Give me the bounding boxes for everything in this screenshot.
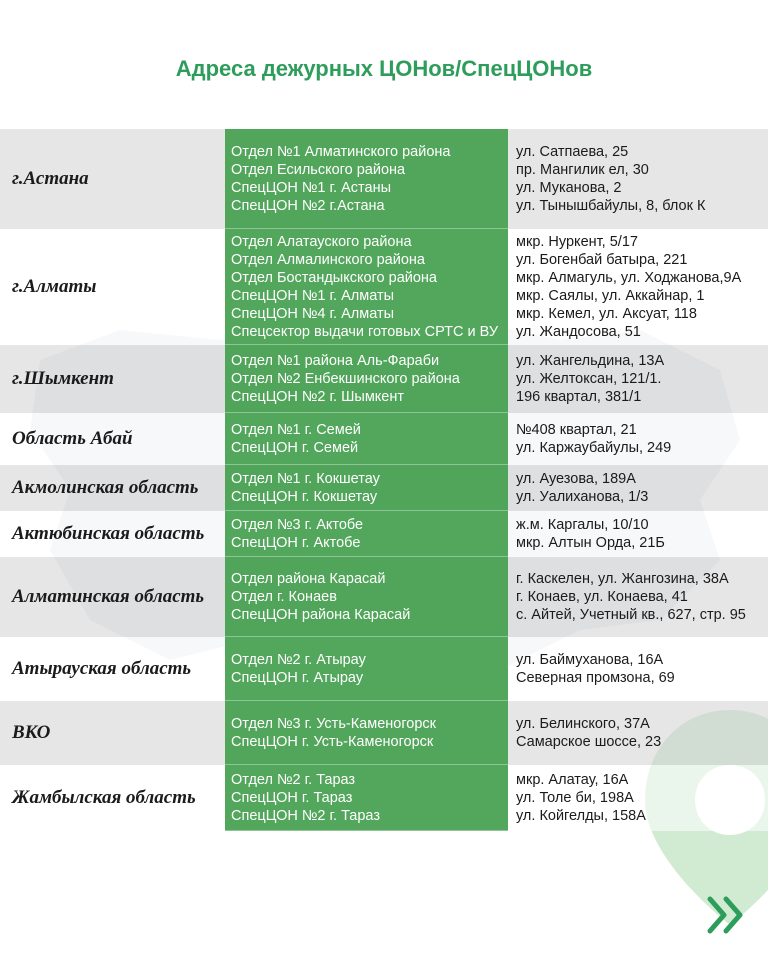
offices-cell	[225, 701, 508, 765]
office-name: Отдел №3 г. Актобе	[231, 516, 364, 533]
office-name: СпецЦОН №1 г. Астаны	[231, 179, 391, 196]
address: Северная промзона, 69	[516, 670, 675, 686]
addresses-cell	[508, 413, 768, 465]
offices-cell	[225, 129, 508, 229]
address: ж.м. Каргалы, 10/10	[516, 517, 649, 533]
address: ул. Уалиханова, 1/3	[516, 489, 649, 505]
table-row	[0, 511, 768, 557]
address: ул. Сатпаева, 25	[516, 144, 629, 160]
office-name: СпецЦОН г. Актобе	[231, 534, 361, 551]
office-name: СпецЦОН г. Атырау	[231, 669, 364, 686]
address: 196 квартал, 381/1	[516, 389, 642, 405]
office-name: Спецсектор выдачи готовых СРТС и ВУ	[231, 323, 499, 340]
address: ул. Муканова, 2	[516, 180, 622, 196]
address: ул. Жангельдина, 13А	[516, 353, 665, 369]
address: мкр. Кемел, ул. Аксуат, 118	[516, 306, 697, 322]
office-name: Отдел района Карасай	[231, 570, 386, 587]
table-row	[0, 637, 768, 701]
address: мкр. Алатау, 16А	[516, 772, 629, 788]
office-name: Отдел №1 района Аль-Фараби	[231, 352, 440, 369]
address: ул. Тынышбайулы, 8, блок К	[516, 198, 706, 214]
offices-cell	[225, 345, 508, 413]
address: г. Конаев, ул. Конаева, 41	[516, 589, 688, 605]
office-name: Отдел №1 г. Кокшетау	[231, 470, 380, 487]
office-name: Отдел №1 Алматинского района	[231, 143, 451, 160]
address: ул. Толе би, 198А	[516, 790, 634, 806]
address: мкр. Алтын Орда, 21Б	[516, 535, 665, 551]
addresses-cell	[508, 637, 768, 701]
office-name: Отдел №2 Енбекшинского района	[231, 370, 460, 387]
region-name: г.Алматы	[12, 276, 97, 297]
office-name: Отдел №2 г. Атырау	[231, 651, 366, 668]
addresses-cell	[508, 345, 768, 413]
region-name: Область Абай	[12, 428, 133, 449]
region-name: Атырауская область	[12, 658, 192, 679]
addresses-table	[0, 129, 768, 831]
addresses-cell	[508, 465, 768, 511]
region-name: г.Шымкент	[12, 368, 114, 389]
address: ул. Ауезова, 189А	[516, 471, 636, 487]
address: №408 квартал, 21	[516, 422, 637, 438]
addresses-cell	[508, 557, 768, 637]
office-name: СпецЦОН г. Кокшетау	[231, 488, 378, 505]
address: пр. Мангилик ел, 30	[516, 162, 649, 178]
region-name: Жамбылская область	[12, 787, 196, 808]
office-name: СпецЦОН №1 г. Алматы	[231, 287, 395, 304]
table-row	[0, 557, 768, 637]
table-row	[0, 229, 768, 345]
region-name: Актюбинская область	[12, 523, 205, 544]
offices-cell	[225, 511, 508, 557]
office-name: Отдел №1 г. Семей	[231, 421, 361, 438]
offices-cell	[225, 413, 508, 465]
address: с. Айтей, Учетный кв., 627, стр. 95	[516, 607, 746, 623]
address: ул. Жандосова, 51	[516, 324, 641, 340]
region-name: ВКО	[12, 722, 51, 743]
table-row	[0, 701, 768, 765]
addresses-cell	[508, 129, 768, 229]
office-name: СпецЦОН района Карасай	[231, 606, 411, 623]
addresses-cell	[508, 701, 768, 765]
office-name: Отдел Есильского района	[231, 161, 406, 178]
office-name: Отдел №2 г. Тараз	[231, 771, 356, 788]
addresses-cell	[508, 229, 768, 345]
region-name: Акмолинская область	[12, 477, 199, 498]
office-name: СпецЦОН №2 г.Астана	[231, 197, 385, 214]
office-name: Отдел Алмалинского района	[231, 251, 425, 268]
address: Самарское шоссе, 23	[516, 734, 662, 750]
address: ул. Каржаубайулы, 249	[516, 440, 672, 456]
office-name: СпецЦОН г. Семей	[231, 439, 359, 456]
address: ул. Белинского, 37А	[516, 716, 650, 732]
office-name: Отдел Бостандыкского района	[231, 269, 437, 286]
address: мкр. Алмагуль, ул. Ходжанова,9А	[516, 270, 742, 286]
address: мкр. Саялы, ул. Аккайнар, 1	[516, 288, 705, 304]
double-chevron-right-icon[interactable]	[706, 895, 746, 935]
address: г. Каскелен, ул. Жангозина, 38А	[516, 571, 729, 587]
table-row	[0, 345, 768, 413]
offices-cell	[225, 465, 508, 511]
address: мкр. Нуркент, 5/17	[516, 234, 638, 250]
page-title: Адреса дежурных ЦОНов/СпецЦОНов	[175, 56, 593, 81]
address: ул. Богенбай батыра, 221	[516, 252, 688, 268]
office-name: СпецЦОН №2 г. Шымкент	[231, 388, 405, 405]
office-name: Отдел Алатауского района	[231, 233, 412, 250]
office-name: Отдел г. Конаев	[231, 588, 337, 605]
addresses-cell	[508, 765, 768, 831]
offices-cell	[225, 637, 508, 701]
office-name: СпецЦОН г. Усть-Каменогорск	[231, 733, 434, 750]
region-name: г.Астана	[12, 168, 89, 189]
office-name: СпецЦОН г. Тараз	[231, 789, 353, 806]
table-row	[0, 413, 768, 465]
address: ул. Койгелды, 158А	[516, 808, 646, 824]
offices-cell	[225, 557, 508, 637]
office-name: СпецЦОН №4 г. Алматы	[231, 305, 395, 322]
offices-cell	[225, 765, 508, 831]
address: ул. Баймуханова, 16А	[516, 652, 664, 668]
addresses-cell	[508, 511, 768, 557]
offices-cell	[225, 229, 508, 345]
office-name: СпецЦОН №2 г. Тараз	[231, 807, 380, 824]
office-name: Отдел №3 г. Усть-Каменогорск	[231, 715, 437, 732]
table-row	[0, 465, 768, 511]
table-row	[0, 129, 768, 229]
region-name: Алматинская область	[12, 586, 205, 607]
address: ул. Желтоксан, 121/1.	[516, 371, 662, 387]
table-row	[0, 765, 768, 831]
